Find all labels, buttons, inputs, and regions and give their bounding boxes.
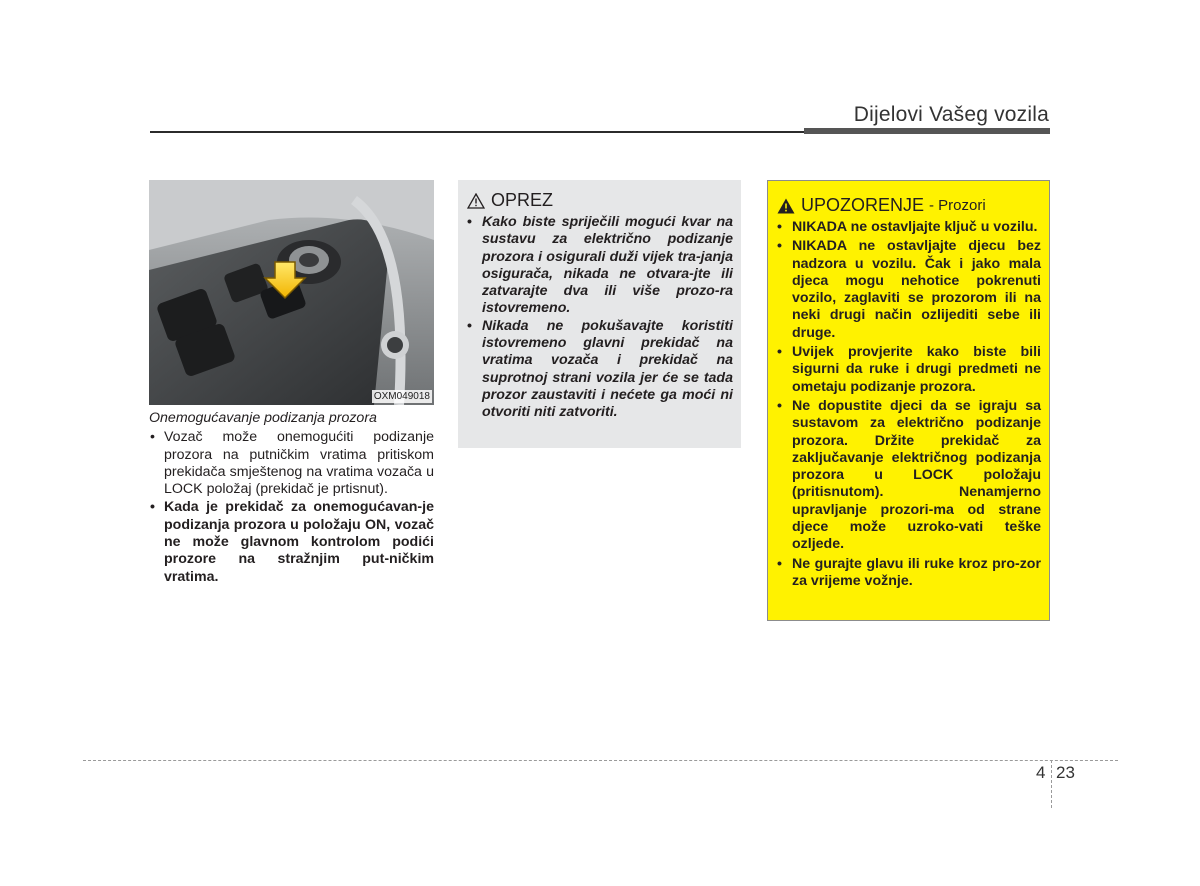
warning-list — [777, 219, 1041, 590]
list-item: • Uvijek provjerite kako biste bili sigurni da ruke i drugi predmeti ne ometaju podizanje prozora. — [777, 344, 1041, 396]
list-item: • Ne gurajte glavu ili ruke kroz pro-zor za vrijeme vožnje. — [777, 556, 1041, 591]
page-number: 23 — [1056, 763, 1075, 782]
figure-caption: Onemogućavanje podizanja prozora — [149, 410, 377, 426]
footer-divider — [1051, 760, 1052, 808]
footer-rule — [83, 760, 1118, 761]
left-column — [149, 410, 434, 587]
warning-triangle-icon — [777, 198, 795, 214]
door-panel-illustration — [149, 180, 434, 405]
header-rule — [150, 131, 804, 133]
caution-list — [467, 214, 733, 422]
list-item: • Kako biste spriječili mogući kvar na sustavu za električno podizanje prozora i osigurali duži vijek tra-janja osigurača, nikada ne otvara-jte ili zatvarajte dva ili više prozo-ra istovremeno. — [467, 214, 733, 318]
list-item: • NIKADA ne ostavljajte djecu bez nadzora u vozilu. Čak i jako mala djeca mogu nehotice pokrenuti vozilo, zaglaviti se prozorom ili na neki drugi način ozlijediti sebe ili druge. — [777, 238, 1041, 342]
list-item: • Nikada ne pokušavajte koristiti istovremeno glavni prekidač na vratima vozača i prekidač na suprotnoj strani vozila jer će se tada prozor zaustaviti i nećete ga moći ni otvoriti niti zatvoriti. — [467, 318, 733, 422]
window-lock-switch-photo — [149, 180, 434, 405]
left-bullet-list — [149, 429, 434, 586]
warning-title: UPOZORENJE — [801, 195, 925, 215]
caution-box — [458, 180, 741, 448]
header-rule-accent — [804, 128, 1050, 134]
caution-title: OPREZ — [491, 190, 554, 210]
chapter-number: 4 — [1036, 763, 1046, 782]
warning-box — [767, 180, 1050, 621]
figure-code: OXM049018 — [373, 391, 430, 402]
warning-heading — [777, 195, 1041, 216]
warning-triangle-icon — [467, 193, 485, 209]
caution-heading — [467, 190, 733, 211]
page-section-title: Dijelovi Vašeg vozila — [853, 103, 1049, 126]
list-item: • NIKADA ne ostavljajte ključ u vozilu. — [777, 219, 1041, 236]
list-item: • Ne dopustite djeci da se igraju sa sustavom za električno podizanje prozora. Držite prekidač za zaključavanje električnog podizanja prozora u LOCK položaju (pritisnutom). Nenamjerno upravljanje prozori-ma od strane djece može uzroko-vati teške ozljede. — [777, 398, 1041, 554]
list-item: • Vozač može onemogućiti podizanje prozora na putničkim vratima pritiskom prekidača smještenog na vratima vozača u LOCK položaj (prekidač je prtisnut). — [149, 429, 434, 498]
warning-subtitle: - Prozori — [929, 197, 986, 214]
list-item: • Kada je prekidač za onemogućavan-je podizanja prozora u položaju ON, vozač ne može glavnom kontrolom podići prozore na stražnjim put-ničkim vratima. — [149, 499, 434, 585]
